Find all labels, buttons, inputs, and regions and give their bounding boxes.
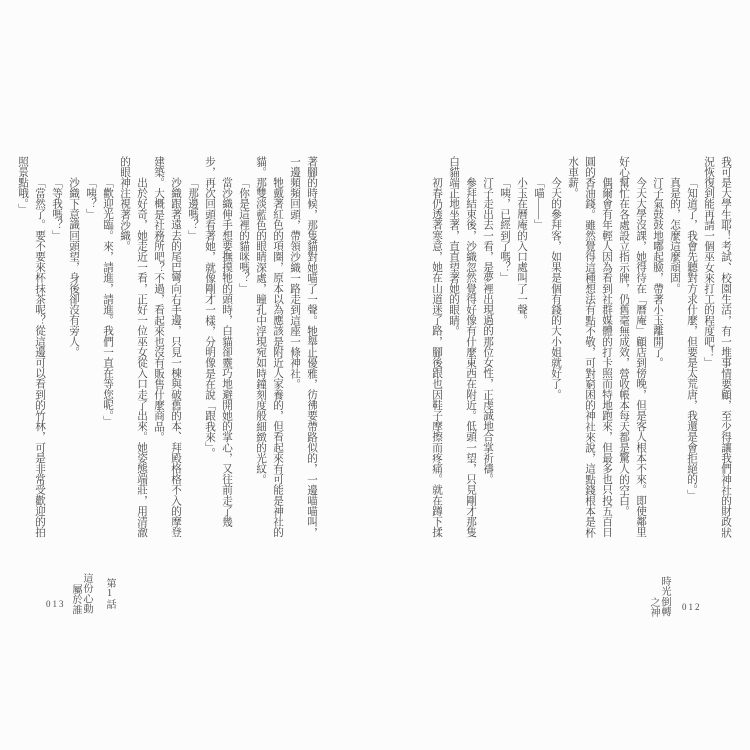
paragraph: 「當然了。要不要來杯抹茶呢？從這邊可以看到的竹林，可是非常受歡迎的拍照景點哦。」 — [17, 156, 45, 538]
paragraph: 參拜結束後，沙織忽然覺得好像有什麼東西在附近。低頭一望，只見剛才那隻白貓端正地坐著，直直望著她的眼睛。 — [448, 156, 476, 538]
chapter-title-line2: 屬於誰 — [70, 584, 81, 615]
page-number-right: 012 — [682, 602, 702, 612]
paragraph: 今天大學沒課，她得待在「曆庵」顧店到傍晚，但是客人根本不來。即使鄰里好心幫忙在各處設立指示牌，仍舊毫無成效，營收帳本每天都是驚人的空白。 — [618, 156, 646, 538]
paragraph: 小玉在曆庵的入口處叫了一聲。 — [516, 177, 527, 326]
paragraph: 「等我嗎？」 — [51, 177, 62, 241]
page-number-left: 013 — [46, 599, 66, 609]
body-text-left — [17, 156, 320, 538]
paragraph: 今天的參拜客，如果是個有錢的大小姐就好了。 — [550, 177, 561, 400]
paragraph: 「咦？」 — [85, 177, 96, 220]
paragraph: 出於好奇，她走近一看，正好一位巫女從入口走了出來。她姿態端莊，用清澈的眼神注視著沙織。 — [119, 156, 147, 538]
paragraph: 沙織下意識回頭望，身後卻沒有旁人。 — [68, 177, 79, 358]
paragraph: 「喵——」 — [533, 177, 544, 231]
chapter-title — [70, 573, 92, 619]
paragraph: 汀子走出去一看，是夢裡出現過的那位女性，正虔誠地合掌祈禱。 — [482, 177, 493, 485]
paragraph: 「知道了，我會先聽對方求什麼，但要是太荒唐，我還是會拒絕的。」 — [686, 177, 697, 501]
chapter-label: 第1話 — [104, 578, 115, 610]
running-title-line1: 時光倒轉 — [659, 576, 670, 617]
paragraph: 偶爾會有年輕人因為看到社群媒體的打卡照而特地跑來，但最多也只投五百日圓的香油錢。雖然覺得這種想法有點不敬，可對窮困的神社來說，這點錢根本是杯水車薪。 — [567, 156, 612, 538]
paragraph: 真是的，怎麼這麼頑固。 — [669, 177, 680, 294]
chapter-title-line1: 這份心動 — [81, 573, 92, 614]
paragraph: 我可是大學生耶！考試、校園生活，有一堆事情要顧，至少得讓我們神社的財政狀況恢復到能再請一個巫女來打工的程度吧！」 — [703, 156, 731, 538]
paragraph: 「那邊嗎？」 — [187, 177, 198, 241]
running-title-line2: 之神 — [648, 597, 659, 618]
paragraph: 「咦，已經到了嗎？」 — [499, 177, 510, 284]
paragraph: 當沙織伸手想要撫摸牠的頭時，白貓卻靈巧地避開她的掌心，又往前走了幾步，再次回頭看著她，就像剛才一樣，分明像是在說「跟我來」。 — [204, 156, 232, 527]
paragraph: 初春仍透著寒意，她在山道迷了路，腳後跟也因鞋子摩擦而疼痛。就在蹲下揉 — [431, 177, 442, 538]
paragraph: 汀子氣鼓鼓地嘟起臉，帶著小玉離開了。 — [652, 177, 663, 368]
paragraph: 「你是這裡的貓咪嗎？」 — [238, 177, 249, 294]
paragraph: 沙織跟著遠去的尾巴彎向右手邊，只見一棟與破舊的本、拜殿格格不入的摩登建築。大概是社務所吧？不過，看起來也沒有販售什麼商品。 — [153, 156, 181, 538]
paragraph: 著腳的時候，那隻貓對她喵了一聲。牠舉止優雅，彷彿要帶路似的，一邊喵喵叫，一邊頻頻回頭，帶領沙織一路走到這座一條神社。 — [289, 156, 317, 538]
paragraph: 「歡迎光臨。來，請進，請進。我們一直在等您呢。」 — [102, 177, 113, 427]
paragraph: 牠戴著紅色的項圈，原本以為應該是附近人家養的，但看起來有可能是神社的貓。那雙淡藍色的眼睛深處，瞳孔中浮現宛如時鐘刻度般細緻的光紋。 — [255, 156, 283, 538]
